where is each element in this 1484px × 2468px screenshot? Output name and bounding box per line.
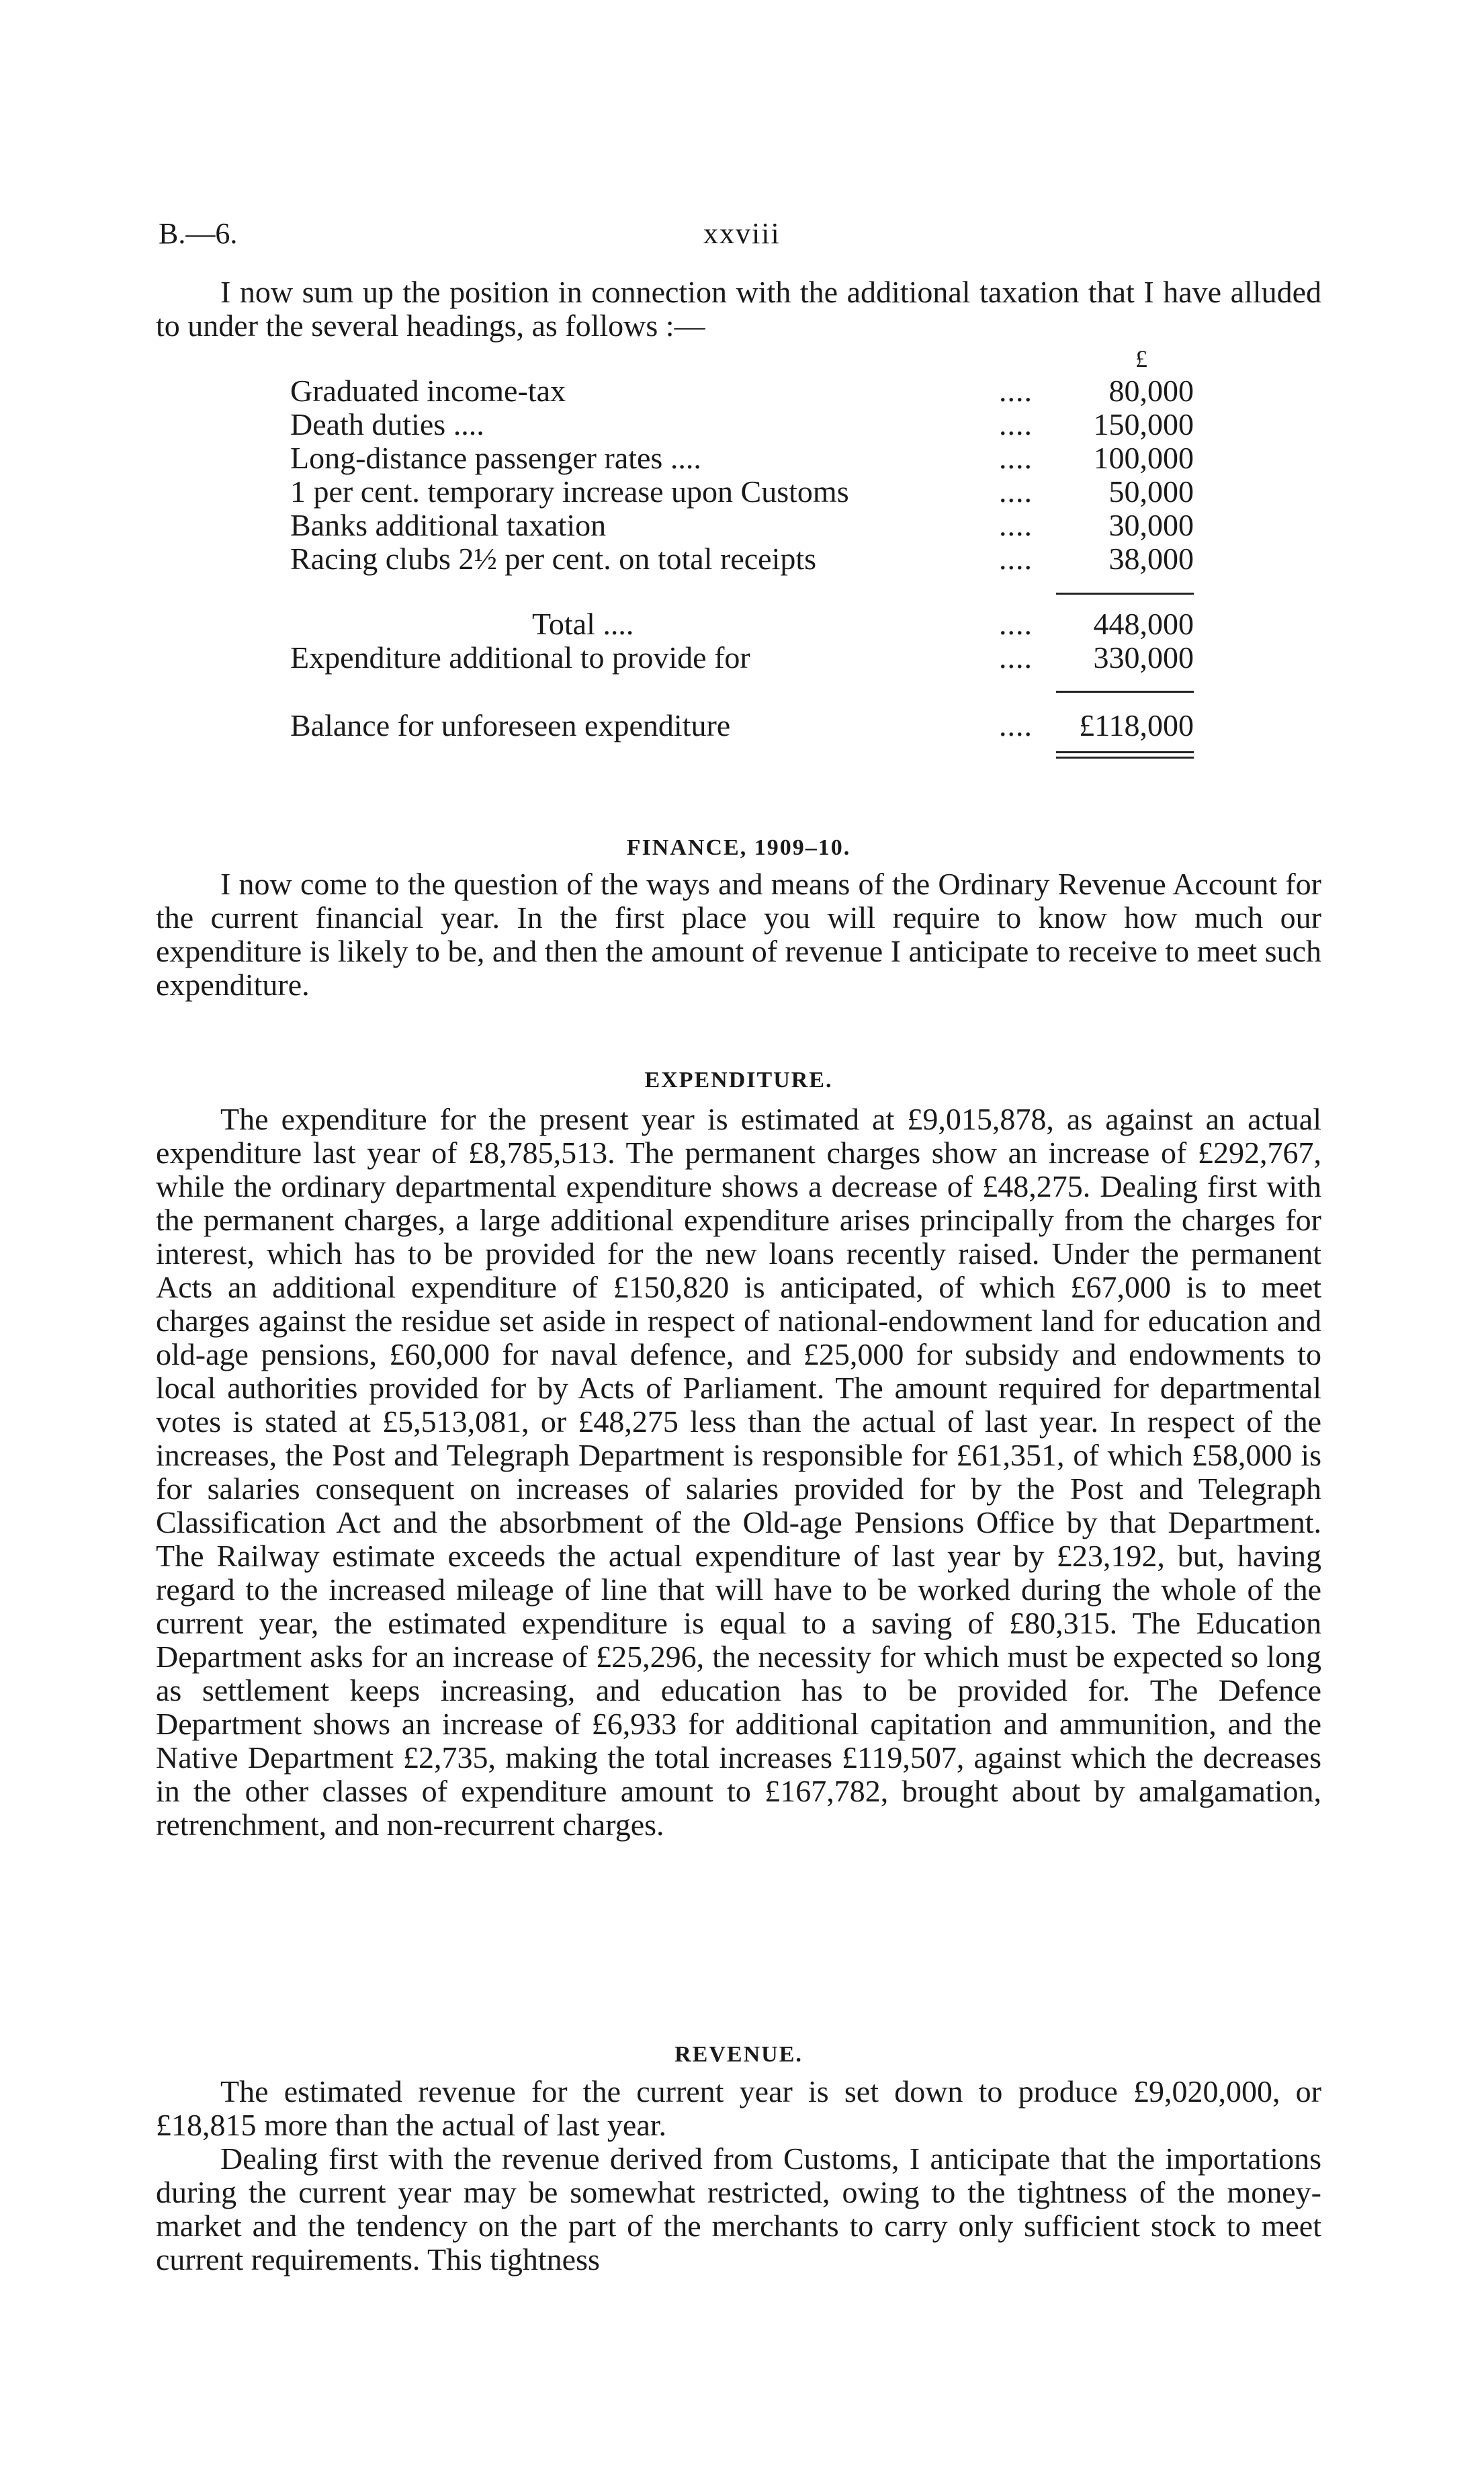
currency-symbol: £ [1135, 345, 1147, 372]
tax-row-passenger-rates [290, 441, 1194, 475]
tax-row-label: Banks additional taxation [290, 508, 607, 542]
page-reference: B.—6. [159, 217, 238, 250]
tax-row-banks [290, 509, 1194, 542]
revenue-paragraph-1: The estimated revenue for the current year is set down to produce £9,020,000, or £18,815 more than the actual of last year. [156, 2074, 1321, 2142]
total-row [290, 607, 1194, 641]
leader-dots: .... [999, 441, 1033, 475]
leader-dots: .... [999, 542, 1033, 576]
tax-row-customs [290, 475, 1194, 509]
tax-row-amount: 30,000 [1108, 508, 1194, 542]
tax-row-label: Long-distance passenger rates .... [290, 441, 701, 475]
total-label: Total .... [532, 607, 634, 641]
balance-rule [1056, 691, 1194, 693]
leader-dots: .... [999, 474, 1033, 509]
tax-row-amount: 50,000 [1108, 474, 1194, 509]
leader-dots: .... [999, 374, 1033, 408]
finance-heading: FINANCE, 1909–10. [626, 835, 851, 860]
leader-dots: .... [999, 407, 1033, 441]
page-number: xxviii [703, 217, 781, 250]
tax-row-label: Graduated income-tax [290, 374, 566, 408]
tax-row-amount: 38,000 [1108, 542, 1194, 576]
tax-row-amount: 100,000 [1093, 441, 1194, 475]
balance-label: Balance for unforeseen expenditure [290, 708, 731, 742]
revenue-paragraph-2: Dealing first with the revenue derived from Customs, I anticipate that the importations during the current year may be somewhat restricted, owing to the tightness of the money-market and the tendency on the part of the merchants to carry only sufficient stock to meet current requirements. This tightness [156, 2141, 1321, 2276]
revenue-heading: REVENUE. [674, 2042, 803, 2067]
tax-row-racing-clubs [290, 542, 1194, 576]
tax-row-label: Death duties .... [290, 407, 484, 441]
expenditure-row [290, 641, 1194, 675]
tax-row-label: 1 per cent. temporary increase upon Customs [290, 474, 849, 509]
total-amount: 448,000 [1093, 607, 1194, 641]
tax-row-death-duties [290, 408, 1194, 441]
leader-dots: .... [999, 607, 1033, 641]
tax-row-amount: 150,000 [1093, 407, 1194, 441]
expenditure-paragraph: The expenditure for the present year is estimated at £9,015,878, as against an actual expenditure last year of £8,785,513. The permanent charges show an increase of £292,767, while the ordinary departmental expenditure shows a decrease of £48,275. Dealing first with the permanent charges, a large additional expenditure arises principally from the charges for interest, which has to be provided for the new loans recently raised. Under the permanent Acts an additional expenditure of £150,820 is anticipated, of which £67,000 is to meet charges against the residue set aside in respect of national-endowment land for education and old-age pensions, £60,000 for naval defence, and £25,000 for subsidy and endowments to local authorities provided for by Acts of Parliament. The amount required for departmental votes is stated at £5,513,081, or £48,275 less than the actual of last year. In respect of the increases, the Post and Telegraph Department is responsible for £61,351, of which £58,000 is for salaries consequent on increases of salaries provided for by the Post and Telegraph Classification Act and the absorbment of the Old-age Pensions Office by that Department. The Railway estimate exceeds the actual expenditure of last year by £23,192, but, having regard to the increased mileage of line that will have to be worked during the whole of the current year, the estimated expenditure is equal to a saving of £80,315. The Education Department asks for an increase of £25,296, the necessity for which must be expected so long as settlement keeps increasing, and education has to be provided for. The Defence Department shows an increase of £6,933 for additional capitation and ammunition, and the Native Department £2,735, making the total increases £119,507, against which the decreases in the other classes of expenditure amount to £167,782, brought about by amalgamation, retrenchment, and non-recurrent charges. [156, 1102, 1321, 1842]
tax-row-amount: 80,000 [1108, 374, 1194, 408]
leader-dots: .... [999, 640, 1033, 675]
subtotal-rule [1056, 593, 1194, 595]
balance-amount: £118,000 [1079, 708, 1194, 742]
balance-row [290, 709, 1194, 742]
leader-dots: .... [999, 708, 1033, 742]
summary-intro: I now sum up the position in connection with the additional taxation that I have alluded to under the several headings, as follows :— [156, 275, 1321, 343]
tax-row-label: Racing clubs 2½ per cent. on total receipts [290, 542, 817, 576]
expenditure-amount: 330,000 [1093, 640, 1194, 675]
leader-dots: .... [999, 508, 1033, 542]
finance-paragraph: I now come to the question of the ways and means of the Ordinary Revenue Account for the current financial year. In the first place you will require to know how much our expenditure is likely to be, and then the amount of revenue I anticipate to receive to meet such expenditure. [156, 867, 1321, 1002]
tax-row-income-tax [290, 374, 1194, 408]
expenditure-label: Expenditure additional to provide for [290, 640, 750, 675]
expenditure-heading: EXPENDITURE. [644, 1068, 833, 1093]
final-double-rule [1056, 751, 1194, 759]
